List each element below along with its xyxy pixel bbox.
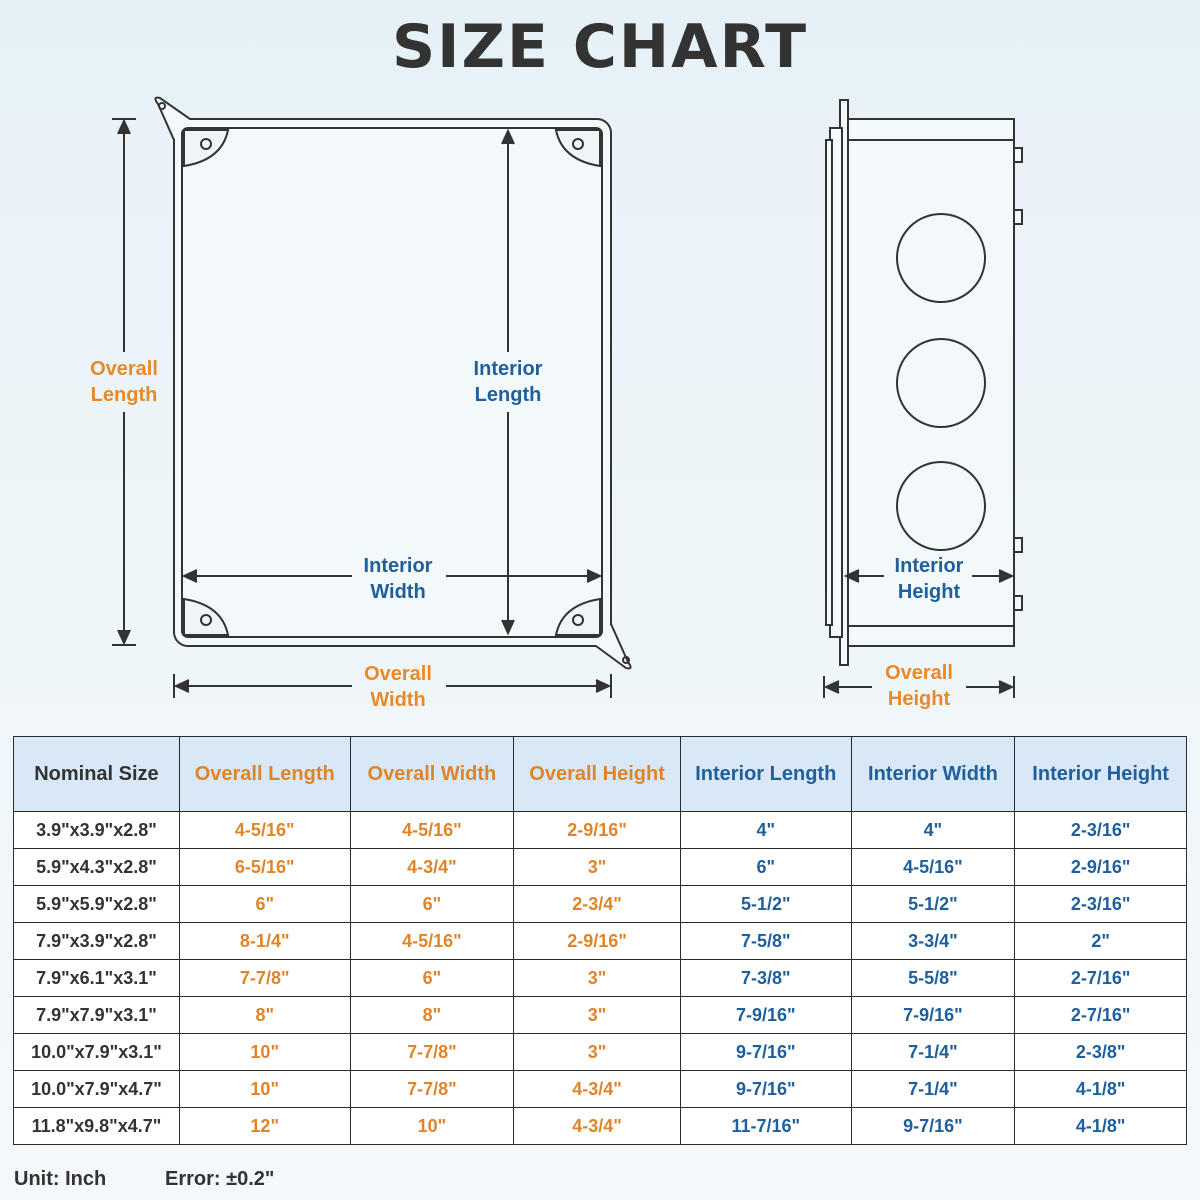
interior-height-cell: 4-1/8": [1015, 1071, 1187, 1108]
interior-width-cell: 5-1/2": [851, 886, 1015, 923]
overall-length-cell: 10": [179, 1034, 350, 1071]
overall-width-label: Overall Width: [364, 663, 432, 711]
interior-length-cell: 11-7/16": [680, 1108, 851, 1145]
overall-height-cell: 2-9/16": [514, 812, 681, 849]
nominal-size-cell: 7.9"x7.9"x3.1": [14, 997, 180, 1034]
interior-length-cell: 9-7/16": [680, 1071, 851, 1108]
table-row: [14, 1071, 1187, 1108]
overall-length-cell: 4-5/16": [179, 812, 350, 849]
table-row: [14, 923, 1187, 960]
header-overall-length: Overall Length: [179, 737, 350, 812]
table-header-row: [14, 737, 1187, 812]
overall-length-label: Overall Length: [90, 358, 158, 406]
table-row: [14, 812, 1187, 849]
overall-length-cell: 12": [179, 1108, 350, 1145]
nominal-size-cell: 7.9"x6.1"x3.1": [14, 960, 180, 997]
overall-height-cell: 2-3/4": [514, 886, 681, 923]
interior-length-cell: 7-5/8": [680, 923, 851, 960]
overall-length-cell: 7-7/8": [179, 960, 350, 997]
header-nominal-size: Nominal Size: [14, 737, 180, 812]
overall-width-cell: 8": [350, 997, 514, 1034]
unit-note: Unit: Inch: [14, 1168, 107, 1190]
interior-height-cell: 2-9/16": [1015, 849, 1187, 886]
overall-width-cell: 4-5/16": [350, 812, 514, 849]
overall-height-cell: 3": [514, 849, 681, 886]
overall-width-cell: 4-3/4": [350, 849, 514, 886]
interior-height-cell: 4-1/8": [1015, 1108, 1187, 1145]
header-overall-width: Overall Width: [350, 737, 514, 812]
page-title: SIZE CHART: [391, 12, 809, 82]
nominal-size-cell: 10.0"x7.9"x4.7": [14, 1071, 180, 1108]
interior-length-cell: 9-7/16": [680, 1034, 851, 1071]
size-table-container: [13, 736, 1187, 1145]
interior-width-cell: 9-7/16": [851, 1108, 1015, 1145]
interior-length-cell: 5-1/2": [680, 886, 851, 923]
interior-height-cell: 2-7/16": [1015, 997, 1187, 1034]
interior-length-cell: 7-3/8": [680, 960, 851, 997]
overall-width-cell: 6": [350, 886, 514, 923]
table-row: [14, 960, 1187, 997]
overall-height-cell: 4-3/4": [514, 1108, 681, 1145]
table-row: [14, 997, 1187, 1034]
overall-height-cell: 2-9/16": [514, 923, 681, 960]
overall-width-cell: 4-5/16": [350, 923, 514, 960]
interior-length-cell: 7-9/16": [680, 997, 851, 1034]
overall-height-cell: 4-3/4": [514, 1071, 681, 1108]
header-interior-height: Interior Height: [1015, 737, 1187, 812]
overall-length-cell: 8": [179, 997, 350, 1034]
nominal-size-cell: 5.9"x4.3"x2.8": [14, 849, 180, 886]
interior-width-cell: 4": [851, 812, 1015, 849]
interior-length-cell: 6": [680, 849, 851, 886]
table-row: [14, 886, 1187, 923]
interior-width-cell: 7-1/4": [851, 1034, 1015, 1071]
interior-height-label: Interior Height: [894, 555, 964, 603]
table-row: [14, 1108, 1187, 1145]
header-interior-length: Interior Length: [680, 737, 851, 812]
overall-length-cell: 6-5/16": [179, 849, 350, 886]
overall-height-label: Overall Height: [885, 662, 953, 710]
overall-width-cell: 7-7/8": [350, 1034, 514, 1071]
nominal-size-cell: 11.8"x9.8"x4.7": [14, 1108, 180, 1145]
interior-height-cell: 2-3/16": [1015, 886, 1187, 923]
overall-width-cell: 7-7/8": [350, 1071, 514, 1108]
table-row: [14, 1034, 1187, 1071]
interior-width-cell: 7-9/16": [851, 997, 1015, 1034]
size-table: [13, 736, 1187, 1145]
interior-length-label: Interior Length: [473, 358, 543, 406]
overall-length-cell: 6": [179, 886, 350, 923]
overall-width-cell: 6": [350, 960, 514, 997]
interior-height-cell: 2-7/16": [1015, 960, 1187, 997]
overall-height-cell: 3": [514, 997, 681, 1034]
interior-height-cell: 2": [1015, 923, 1187, 960]
interior-width-cell: 3-3/4": [851, 923, 1015, 960]
nominal-size-cell: 7.9"x3.9"x2.8": [14, 923, 180, 960]
header-overall-height: Overall Height: [514, 737, 681, 812]
table-row: [14, 849, 1187, 886]
overall-width-cell: 10": [350, 1108, 514, 1145]
nominal-size-cell: 5.9"x5.9"x2.8": [14, 886, 180, 923]
interior-width-cell: 4-5/16": [851, 849, 1015, 886]
nominal-size-cell: 10.0"x7.9"x3.1": [14, 1034, 180, 1071]
interior-width-label: Interior Width: [363, 555, 433, 603]
overall-height-cell: 3": [514, 1034, 681, 1071]
error-note: Error: ±0.2": [165, 1168, 275, 1190]
overall-length-cell: 10": [179, 1071, 350, 1108]
interior-length-cell: 4": [680, 812, 851, 849]
interior-width-cell: 5-5/8": [851, 960, 1015, 997]
nominal-size-cell: 3.9"x3.9"x2.8": [14, 812, 180, 849]
header-interior-width: Interior Width: [851, 737, 1015, 812]
interior-height-cell: 2-3/16": [1015, 812, 1187, 849]
interior-width-cell: 7-1/4": [851, 1071, 1015, 1108]
overall-height-cell: 3": [514, 960, 681, 997]
interior-height-cell: 2-3/8": [1015, 1034, 1187, 1071]
overall-length-cell: 8-1/4": [179, 923, 350, 960]
